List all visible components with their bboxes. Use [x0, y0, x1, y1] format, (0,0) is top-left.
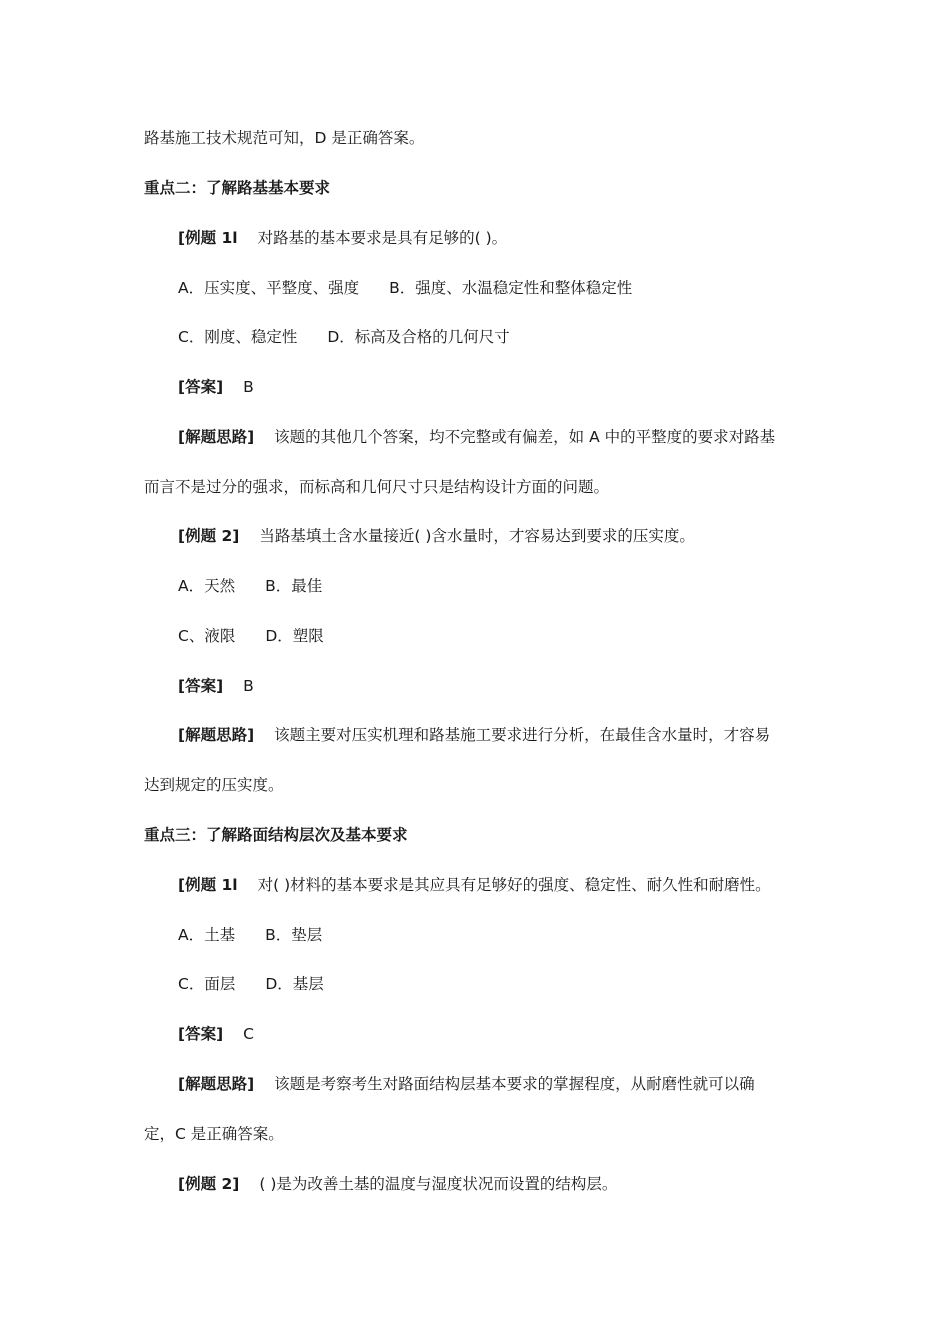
question-3-stem	[178, 874, 771, 896]
question-2-options-ab	[178, 575, 322, 597]
question-1-explanation-cont	[144, 476, 609, 498]
question-tag: [例题 1l	[178, 229, 238, 247]
question-1-options-ab	[178, 277, 632, 299]
option-a: A．压实度、平整度、强度	[178, 279, 360, 297]
option-c: C．面层	[178, 975, 236, 993]
explanation-tag: [解题思路]	[178, 1075, 255, 1093]
answer-tag: [答案]	[178, 1025, 224, 1043]
explanation-text: 该题主要对压实机理和路基施工要求进行分析，在最佳含水量时，才容易	[274, 726, 771, 744]
question-1-options-cd	[178, 326, 510, 348]
explanation-text: 达到规定的压实度。	[144, 776, 284, 794]
answer-value: C	[243, 1025, 254, 1043]
answer-value: B	[243, 677, 254, 695]
option-b: B．垫层	[265, 926, 323, 944]
question-text: 对路基的基本要求是具有足够的( )。	[257, 229, 508, 247]
option-d: D．塑限	[265, 627, 324, 645]
paragraph-continuation	[144, 127, 424, 149]
question-tag: [例题 2]	[178, 1175, 240, 1193]
option-d: D．标高及合格的几何尺寸	[327, 328, 510, 346]
question-tag: [例题 2]	[178, 527, 240, 545]
question-3-explanation-cont	[144, 1123, 284, 1145]
explanation-tag: [解题思路]	[178, 428, 255, 446]
section-heading-2	[144, 177, 330, 199]
question-3-explanation	[178, 1073, 755, 1095]
explanation-text: 该题是考察考生对路面结构层基本要求的掌握程度，从耐磨性就可以确	[274, 1075, 755, 1093]
question-2-explanation-cont	[144, 774, 284, 796]
question-4-stem	[178, 1173, 617, 1195]
section-heading-text: 重点二：了解路基基本要求	[144, 179, 331, 197]
explanation-text: 而言不是过分的强求，而标高和几何尺寸只是结构设计方面的问题。	[144, 478, 610, 496]
question-2-stem	[178, 525, 695, 547]
question-text: 对( )材料的基本要求是其应具有足够好的强度、稳定性、耐久性和耐磨性。	[257, 876, 771, 894]
option-b: B．最佳	[265, 577, 323, 595]
question-1-explanation	[178, 426, 775, 448]
option-a: A．土基	[178, 926, 236, 944]
answer-tag: [答案]	[178, 378, 224, 396]
question-3-options-ab	[178, 924, 322, 946]
question-text: ( )是为改善土基的温度与湿度状况而设置的结构层。	[259, 1175, 618, 1193]
question-1-stem	[178, 227, 507, 249]
section-heading-3	[144, 824, 408, 846]
option-c: C．刚度、稳定性	[178, 328, 298, 346]
option-d: D．基层	[265, 975, 324, 993]
option-b: B．强度、水温稳定性和整体稳定性	[389, 279, 633, 297]
option-a: A．天然	[178, 577, 236, 595]
option-c: C、液限	[178, 627, 236, 645]
question-tag: [例题 1l	[178, 876, 238, 894]
question-2-answer	[178, 675, 254, 697]
explanation-text: 该题的其他几个答案，均不完整或有偏差，如 A 中的平整度的要求对路基	[274, 428, 776, 446]
question-2-explanation	[178, 724, 770, 746]
question-3-options-cd	[178, 973, 324, 995]
question-3-answer	[178, 1023, 254, 1045]
paragraph-text: 路基施工技术规范可知，D 是正确答案。	[144, 129, 425, 147]
question-1-answer	[178, 376, 254, 398]
answer-tag: [答案]	[178, 677, 224, 695]
question-2-options-cd	[178, 625, 324, 647]
question-text: 当路基填土含水量接近( )含水量时，才容易达到要求的压实度。	[259, 527, 695, 545]
section-heading-text: 重点三：了解路面结构层次及基本要求	[144, 826, 408, 844]
answer-value: B	[243, 378, 254, 396]
explanation-tag: [解题思路]	[178, 726, 255, 744]
explanation-text: 定，C 是正确答案。	[144, 1125, 284, 1143]
